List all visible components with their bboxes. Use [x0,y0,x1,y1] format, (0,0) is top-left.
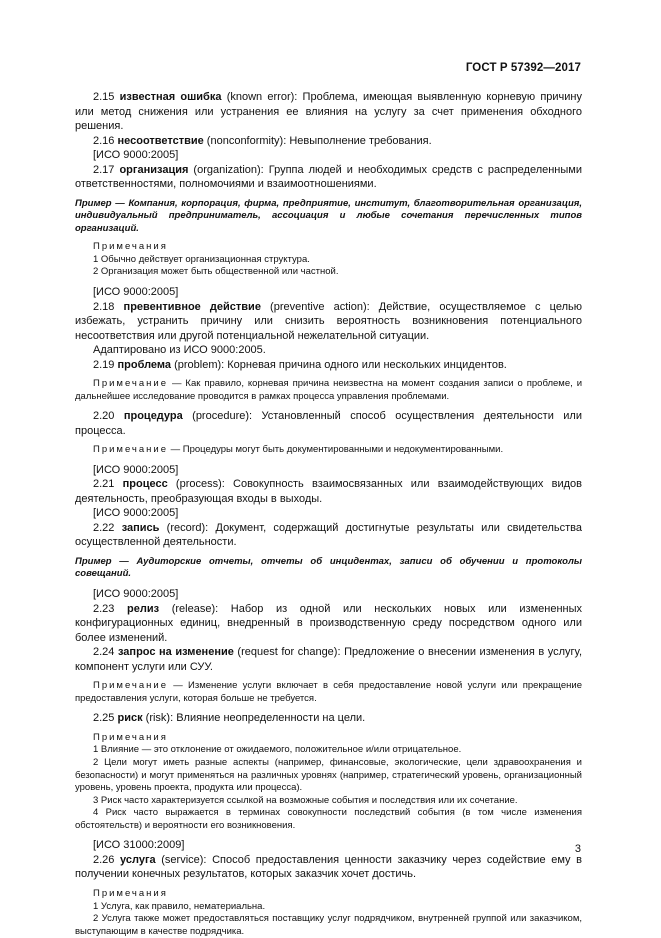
term-number: 2.19 [93,358,115,371]
source-reference [75,148,582,163]
note-text: — Изменение услуги включает в себя предоставление новой услуги или прекращение предоставления услуги, которая больше не требуется. [75,680,582,704]
source-text: [ИСО 9000:2005] [93,149,179,161]
note-item [75,757,582,795]
term-definition [75,853,582,882]
term-definition [75,90,582,134]
example [75,198,582,236]
term-number: 2.23 [93,602,115,615]
term-definition [75,409,582,438]
term-definition [75,711,582,726]
term-number: 2.15 [93,91,115,103]
term-text: (risk): Влияние неопределенности на цели. [142,712,366,725]
term-name: проблема [117,358,172,371]
term-number: 2.26 [93,853,115,866]
note-item [75,254,582,267]
single-note [75,378,582,403]
term-definition [75,602,582,646]
term-name: риск [117,712,143,725]
term-text: (procedure): Установленный способ осуществления деятельности или процесса. [75,410,582,437]
term-text: (nonconformity): Невыполнение требования. [203,134,432,147]
note-item [75,807,582,832]
term-number: 2.22 [93,521,115,534]
term-number: 2.17 [93,163,115,176]
note-text: 1 Влияние — это отклонение от ожидаемого, положительное и/или отрицательное. [93,744,462,756]
example [75,556,582,581]
term-number: 2.20 [93,410,115,423]
source-reference [75,285,582,300]
term-name: процедура [123,410,183,423]
source-reference [75,587,582,602]
note-text: 4 Риск часто выражается в терминах совокупности последствий события (в том числе изменения обстоятельств) и вероятности его возникновения. [75,807,582,831]
note-text: — Процедуры могут быть документированными и недокументированными. [168,444,504,456]
term-number: 2.24 [93,646,115,659]
page-number: 3 [574,843,581,855]
single-note [75,680,582,705]
source-reference [75,343,582,358]
note-label: Примечание [93,378,168,390]
single-note [75,444,582,457]
term-name: запрос на изменение [117,646,234,659]
term-definition [75,163,582,192]
notes-heading-text: Примечания [93,887,168,899]
term-text: (preventive action): Действие, осуществляемое с целью избежать, устранить причину или снизить вероятность возникновения потенциального несоответствия или другой потенциальной нежелательной ситуации. [75,300,582,342]
source-text: [ИСО 9000:2005] [93,286,179,299]
example-text: Пример — Аудиторские отчеты, отчеты об инцидентах, записи об обучении и протоколы совещаний. [75,555,582,580]
note-text: 3 Риск часто характеризуется ссылкой на возможные события и последствия или их сочетание. [93,794,518,806]
term-name: релиз [127,602,160,615]
term-text: (problem): Корневая причина одного или нескольких инцидентов. [171,358,507,371]
term-text: (request for change): Предложение о внесении изменения в услугу, компонент услуги или СУУ. [75,646,582,673]
source-text: [ИСО 9000:2005] [93,463,179,476]
note-text: 2 Услуга также может предоставляться поставщику услуг подрядчиком, внутренней группой или заказчиком, выступающим в качестве подрядчика. [75,913,582,937]
note-label: Примечание [93,680,168,692]
note-text: — Как правило, корневая причина неизвестна на момент создания записи о проблеме, и дальнейшее исследование проводится в рамках процесса управления проблемами. [75,378,582,402]
source-text: [ИСО 9000:2005] [93,588,179,601]
notes-heading [75,888,582,901]
note-item [75,913,582,938]
term-text: (known error): Проблема, имеющая выявленную корневую причину или метод снижения или устранения ее влияния на услугу за счет применения обходного решения. [75,91,582,132]
term-definition [75,645,582,674]
term-text: (service): Способ предоставления ценности заказчику через содействие ему в получении конечных результатов, которых заказчик хочет достичь. [75,853,582,881]
term-definition [75,358,582,373]
note-item [75,795,582,808]
term-definition [75,300,582,344]
note-item [75,901,582,914]
note-text: 2 Организация может быть общественной или частной. [93,266,339,278]
note-text: 2 Цели могут иметь разные аспекты (например, финансовые, экологические, цели здравоохранения и безопасности) и могут применяться на различных уровнях (например, стратегический уровень, организационный уровень, уровень проекта, продукта или процесса). [75,756,582,794]
source-text: Адаптировано из ИСО 9000:2005. [93,344,266,357]
term-name: услуга [120,853,156,866]
term-name: несоответствие [117,134,204,147]
notes-heading-text: Примечания [93,241,168,253]
note-label: Примечание [93,444,168,456]
notes-heading-text: Примечания [93,731,168,743]
term-name: процесс [122,478,168,491]
source-reference [75,838,582,853]
term-number: 2.16 [93,134,115,147]
note-text: 1 Услуга, как правило, нематериальна. [93,900,266,912]
term-name: превентивное действие [123,300,261,313]
term-name: организация [119,163,189,176]
standard-header: ГОСТ Р 57392—2017 [465,62,581,74]
term-text: (record): Документ, содержащий достигнутые результаты или свидетельства осуществленной деятельности. [75,521,582,549]
term-text: (organization): Группа людей и необходимых средств с распределенными ответственностями, полномочиями и взаимоотношениями. [75,163,582,190]
source-text: [ИСО 9000:2005] [93,507,179,520]
term-name: известная ошибка [119,91,222,103]
term-number: 2.18 [93,300,115,313]
example-text: Пример — Компания, корпорация, фирма, предприятие, институт, благотворительная организация, индивидуальный предприниматель, ассоциация и любые сочетания перечисленных типов организаций. [75,197,582,234]
note-item [75,266,582,279]
term-name: запись [121,521,160,534]
term-text: (process): Совокупность взаимосвязанных или взаимодействующих видов деятельность, преобразующая входы в выходы. [75,478,582,505]
source-reference [75,506,582,521]
term-definition [75,477,582,506]
notes-heading [75,241,582,254]
term-definition [75,521,582,550]
term-text: (release): Набор из одной или нескольких новых или измененных конфигурационных единиц, внедренный в производственную среду посредством одного или более изменений. [75,602,582,644]
source-text: [ИСО 31000:2009] [93,839,185,852]
note-item [75,744,582,757]
note-text: 1 Обычно действует организационная структура. [93,253,310,265]
source-reference [75,463,582,478]
term-definition [75,134,582,149]
term-number: 2.25 [93,712,115,725]
document-body [75,90,582,938]
notes-heading [75,732,582,745]
term-number: 2.21 [93,478,115,491]
